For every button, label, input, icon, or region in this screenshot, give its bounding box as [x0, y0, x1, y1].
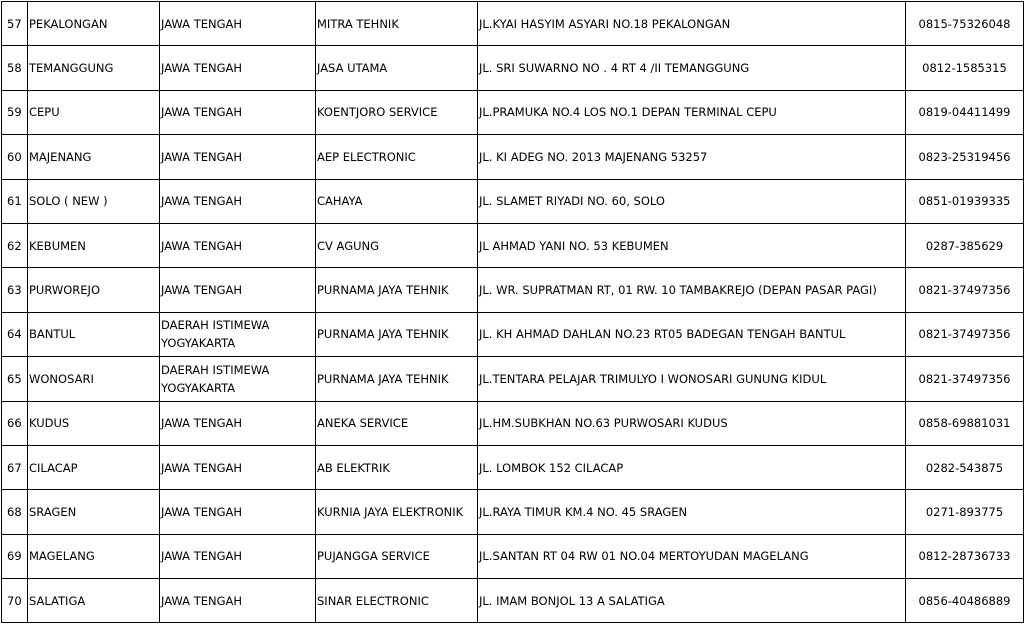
city-cell: SRAGEN — [28, 490, 160, 534]
city-cell: KUDUS — [28, 401, 160, 445]
service-name-cell: MITRA TEHNIK — [316, 2, 478, 46]
province-cell: JAWA TENGAH — [160, 401, 316, 445]
phone-cell: 0812-1585315 — [906, 46, 1024, 90]
table-row — [2, 135, 1024, 179]
city-cell: TEMANGGUNG — [28, 46, 160, 90]
table-row — [2, 534, 1024, 578]
province-cell: JAWA TENGAH — [160, 445, 316, 489]
row-number-cell: 68 — [2, 490, 28, 534]
city-cell: WONOSARI — [28, 357, 160, 401]
phone-cell: 0271-893775 — [906, 490, 1024, 534]
service-name-cell: AB ELEKTRIK — [316, 445, 478, 489]
city-cell: BANTUL — [28, 312, 160, 356]
table-row — [2, 357, 1024, 401]
table-row — [2, 312, 1024, 356]
province-cell: DAERAH ISTIMEWA YOGYAKARTA — [160, 312, 316, 356]
phone-cell: 0851-01939335 — [906, 179, 1024, 223]
service-name-cell: AEP ELECTRONIC — [316, 135, 478, 179]
service-name-cell: KOENTJORO SERVICE — [316, 90, 478, 134]
table-row — [2, 223, 1024, 267]
row-number-cell: 59 — [2, 90, 28, 134]
province-cell: JAWA TENGAH — [160, 2, 316, 46]
province-cell: DAERAH ISTIMEWA YOGYAKARTA — [160, 357, 316, 401]
service-name-cell: PURNAMA JAYA TEHNIK — [316, 268, 478, 312]
province-cell: JAWA TENGAH — [160, 223, 316, 267]
table-row — [2, 401, 1024, 445]
row-number-cell: 63 — [2, 268, 28, 312]
city-cell: PEKALONGAN — [28, 2, 160, 46]
city-cell: SALATIGA — [28, 579, 160, 623]
province-cell: JAWA TENGAH — [160, 534, 316, 578]
service-name-cell: PURNAMA JAYA TEHNIK — [316, 312, 478, 356]
phone-cell: 0856-40486889 — [906, 579, 1024, 623]
city-cell: CILACAP — [28, 445, 160, 489]
phone-cell: 0815-75326048 — [906, 2, 1024, 46]
address-cell: JL.PRAMUKA NO.4 LOS NO.1 DEPAN TERMINAL CEPU — [478, 90, 906, 134]
address-cell: JL. SRI SUWARNO NO . 4 RT 4 /II TEMANGGUNG — [478, 46, 906, 90]
service-name-cell: SINAR ELECTRONIC — [316, 579, 478, 623]
address-cell: JL AHMAD YANI NO. 53 KEBUMEN — [478, 223, 906, 267]
table-body — [2, 2, 1024, 623]
row-number-cell: 66 — [2, 401, 28, 445]
address-cell: JL.SANTAN RT 04 RW 01 NO.04 MERTOYUDAN MAGELANG — [478, 534, 906, 578]
row-number-cell: 61 — [2, 179, 28, 223]
service-center-table — [1, 1, 1024, 623]
service-name-cell: ANEKA SERVICE — [316, 401, 478, 445]
row-number-cell: 58 — [2, 46, 28, 90]
city-cell: MAJENANG — [28, 135, 160, 179]
service-name-cell: CV AGUNG — [316, 223, 478, 267]
phone-cell: 0812-28736733 — [906, 534, 1024, 578]
row-number-cell: 67 — [2, 445, 28, 489]
row-number-cell: 64 — [2, 312, 28, 356]
row-number-cell: 57 — [2, 2, 28, 46]
row-number-cell: 60 — [2, 135, 28, 179]
address-cell: JL.TENTARA PELAJAR TRIMULYO I WONOSARI GUNUNG KIDUL — [478, 357, 906, 401]
province-cell: JAWA TENGAH — [160, 46, 316, 90]
service-name-cell: JASA UTAMA — [316, 46, 478, 90]
row-number-cell: 69 — [2, 534, 28, 578]
service-name-cell: CAHAYA — [316, 179, 478, 223]
service-name-cell: KURNIA JAYA ELEKTRONIK — [316, 490, 478, 534]
city-cell: SOLO ( NEW ) — [28, 179, 160, 223]
province-cell: JAWA TENGAH — [160, 179, 316, 223]
phone-cell: 0821-37497356 — [906, 268, 1024, 312]
province-cell: JAWA TENGAH — [160, 490, 316, 534]
table-row — [2, 179, 1024, 223]
address-cell: JL. IMAM BONJOL 13 A SALATIGA — [478, 579, 906, 623]
address-cell: JL.RAYA TIMUR KM.4 NO. 45 SRAGEN — [478, 490, 906, 534]
province-cell: JAWA TENGAH — [160, 135, 316, 179]
service-name-cell: PURNAMA JAYA TEHNIK — [316, 357, 478, 401]
city-cell: CEPU — [28, 90, 160, 134]
city-cell: KEBUMEN — [28, 223, 160, 267]
city-cell: PURWOREJO — [28, 268, 160, 312]
province-cell: JAWA TENGAH — [160, 90, 316, 134]
address-cell: JL. SLAMET RIYADI NO. 60, SOLO — [478, 179, 906, 223]
address-cell: JL. LOMBOK 152 CILACAP — [478, 445, 906, 489]
province-cell: JAWA TENGAH — [160, 579, 316, 623]
table-row — [2, 490, 1024, 534]
service-name-cell: PUJANGGA SERVICE — [316, 534, 478, 578]
table-row — [2, 268, 1024, 312]
table-row — [2, 579, 1024, 623]
phone-cell: 0821-37497356 — [906, 312, 1024, 356]
phone-cell: 0858-69881031 — [906, 401, 1024, 445]
table-row — [2, 445, 1024, 489]
address-cell: JL. KI ADEG NO. 2013 MAJENANG 53257 — [478, 135, 906, 179]
table-row — [2, 2, 1024, 46]
table-row — [2, 90, 1024, 134]
phone-cell: 0819-04411499 — [906, 90, 1024, 134]
phone-cell: 0823-25319456 — [906, 135, 1024, 179]
row-number-cell: 65 — [2, 357, 28, 401]
row-number-cell: 62 — [2, 223, 28, 267]
phone-cell: 0287-385629 — [906, 223, 1024, 267]
address-cell: JL. KH AHMAD DAHLAN NO.23 RT05 BADEGAN TENGAH BANTUL — [478, 312, 906, 356]
phone-cell: 0282-543875 — [906, 445, 1024, 489]
address-cell: JL.HM.SUBKHAN NO.63 PURWOSARI KUDUS — [478, 401, 906, 445]
table-row — [2, 46, 1024, 90]
phone-cell: 0821-37497356 — [906, 357, 1024, 401]
address-cell: JL. WR. SUPRATMAN RT, 01 RW. 10 TAMBAKREJO (DEPAN PASAR PAGI) — [478, 268, 906, 312]
address-cell: JL.KYAI HASYIM ASYARI NO.18 PEKALONGAN — [478, 2, 906, 46]
row-number-cell: 70 — [2, 579, 28, 623]
city-cell: MAGELANG — [28, 534, 160, 578]
province-cell: JAWA TENGAH — [160, 268, 316, 312]
